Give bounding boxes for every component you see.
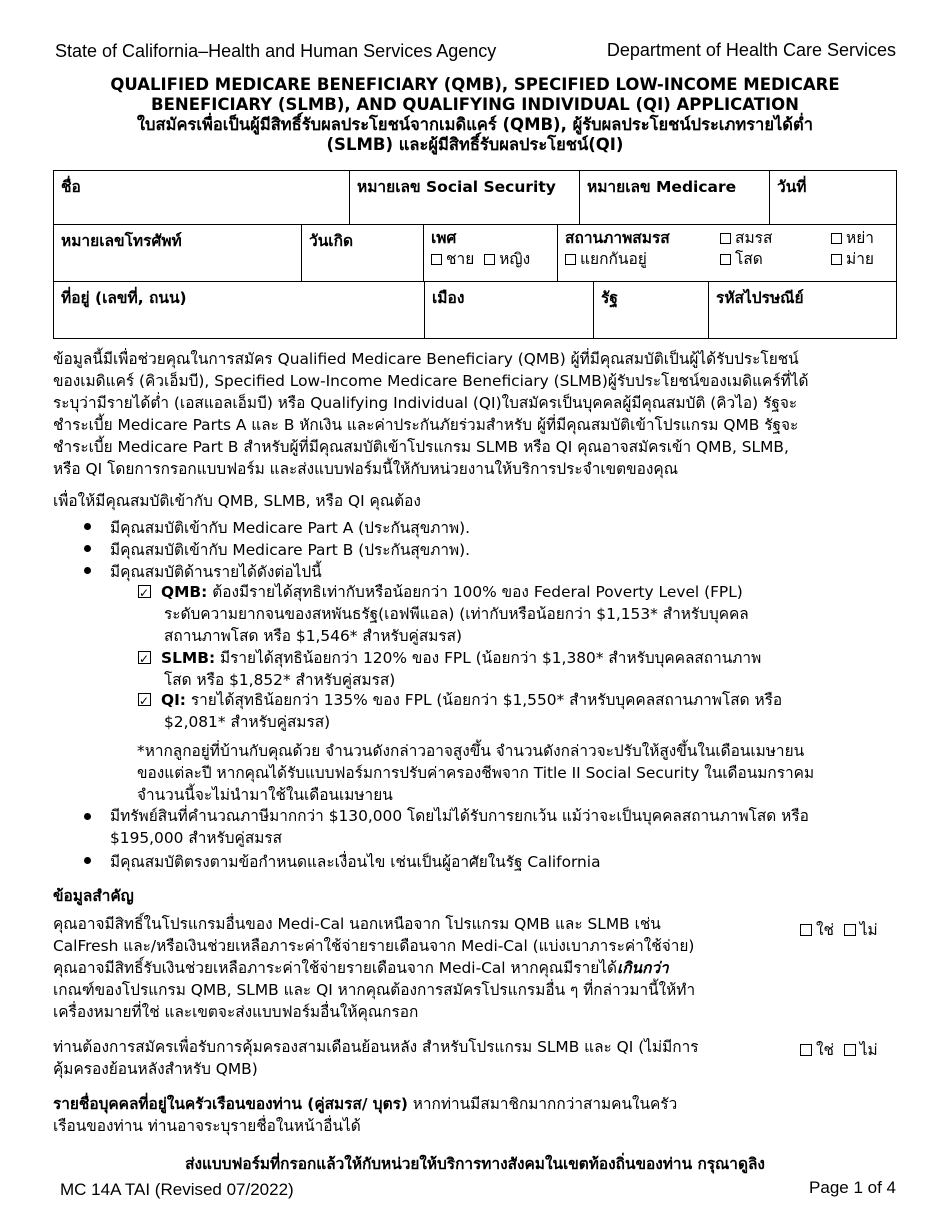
dob-field[interactable]: วันเกิด bbox=[302, 225, 424, 282]
bullet-icon bbox=[84, 523, 91, 530]
address-field[interactable]: ที่อยู่ (เลขที่, ถนน) bbox=[54, 282, 425, 339]
slmb-criteria: ✓SLMB: มีรายได้สุทธิน้อยกว่า 120% ของ FPL (น้อยกว่า $1,380* สำหรับบุคคลสถานภาพ โสด หรือ $1,852* สำหรับคู่สมรส) bbox=[138, 647, 761, 691]
household-members: รายชื่อบุคคลที่อยู่ในครัวเรือนของท่าน (คู่สมรส/ บุตร) หากท่านมีสมาชิกมากกว่าสามคนในครัว เรือนของท่าน ท่านอาจระบุรายชื่อในหน้าอื่นได้ bbox=[53, 1095, 678, 1135]
phone-field[interactable]: หมายเลขโทรศัพท์ bbox=[54, 225, 302, 282]
male-checkbox[interactable] bbox=[431, 254, 442, 265]
retroactive-question: ท่านต้องการสมัครเพื่อรับการคุ้มครองสามเดือนย้อนหลัง สำหรับโปรแกรม SLMB และ QI (ไม่มีการ คุ้มครองย้อนหลังสำหรับ QMB) bbox=[53, 1038, 699, 1078]
applicant-info-row-3 bbox=[53, 281, 897, 339]
submission-note: ส่งแบบฟอร์มที่กรอกแล้วให้กับหน่วยให้บริการทางสังคมในเขตท้องถิ่นของท่าน กรุณาดูลิง bbox=[185, 1155, 765, 1173]
divorced-checkbox[interactable] bbox=[831, 233, 842, 244]
page-number: Page 1 of 4 bbox=[809, 1178, 896, 1197]
bullet-icon bbox=[84, 813, 91, 820]
checked-box-icon bbox=[138, 651, 151, 664]
q2-yes-checkbox[interactable] bbox=[800, 1044, 812, 1056]
bullet-part-b: มีคุณสมบัติเข้ากับ Medicare Part B (ประกันสุขภาพ). bbox=[110, 541, 471, 559]
bullet-icon bbox=[84, 857, 91, 864]
checked-box-icon bbox=[138, 585, 151, 598]
single-checkbox[interactable] bbox=[720, 254, 731, 265]
footnote: *หากลูกอยู่ที่บ้านกับคุณด้วย จำนวนดังกล่าวอาจสูงขึ้น จำนวนดังกล่าวจะปรับให้สูงขึ้นในเดือนเมษายน ของแต่ละปี หากคุณได้รับแบบฟอร์มการปรับค่าครองชีพจาก Title II Social Security ในเดือนมกราคม จำนวนนี้จะไม่นำมาใช้ในเดือนเมษายน bbox=[137, 742, 815, 804]
intro-paragraph: ข้อมูลนี้มีเพื่อช่วยคุณในการสมัคร Qualified Medicare Beneficiary (QMB) ผู้ที่มีคุณสมบัติเป็นผู้ได้รับประโยชน์ ของเมดิแคร์ (คิวเอ็มบี), Specified Low-Income Medicare Beneficiary (SLMB)ผู้รับประโยชน์ของเมดิแคร์ที่ได้ ระบุว่ามีรายได้ต่ำ (เอสแอลเอ็มบี) หรือ Qualifying Individual (QI)ใบสมัครเป็นบุคคลผู้มีคุณสมบัติ (คิวไอ) รัฐจะ ชำระเบี้ย Medicare Parts A และ B หักเงิน และค่าประกันภัยร่วมสำหรับ ผู้ที่มีคุณสมบัติเข้าโปรแกรม QMB รัฐจะ ชำระเบี้ย Medicare Part B สำหรับผู้ที่มีคุณสมบัติเข้าโปรแกรม SLMB หรือ QI คุณอาจสมัครเข้า QMB, SLMB, หรือ QI โดยการกรอกแบบฟอร์ม และส่งแบบฟอร์มนี้ให้กับหน่วยงานให้บริการประจำเขตของคุณ bbox=[53, 350, 809, 478]
city-field[interactable]: เมือง bbox=[425, 282, 594, 339]
form-id: MC 14A TAI (Revised 07/2022) bbox=[60, 1180, 294, 1199]
q1-yes-checkbox[interactable] bbox=[800, 924, 812, 936]
sex-field: เพศ ชาย หญิง bbox=[424, 225, 558, 282]
form-title: QUALIFIED MEDICARE BENEFICIARY (QMB), SPECIFIED LOW-INCOME MEDICARE BENEFICIARY (SLMB), AND QUALIFYING INDIVIDUAL (QI) APPLICATION ใบสมัครเพื่อเป็นผู้มีสิทธิ์รับผลประโยชน์จากเมดิแคร์ (QMB), ผู้รับผลประโยชน์ประเภทรายได้ต่ำ (SLMB) และผู้มีสิทธิ์รับผลประโยชน์(QI) bbox=[110, 75, 840, 154]
q2-answer: ใช่ ไม่ bbox=[800, 1037, 878, 1062]
qmb-criteria: ✓QMB: ต้องมีรายได้สุทธิเท่ากับหรือน้อยกว่า 100% ของ Federal Poverty Level (FPL) ระดับความยากจนของสหพันธรัฐ(เอฟพีแอล) (เท่ากับหรือน้อยกว่า $1,153* สำหรับบุคคล สถานภาพโสด หรือ $1,546* สำหรับคู่สมรส) bbox=[138, 581, 749, 647]
separated-checkbox[interactable] bbox=[565, 254, 576, 265]
important-heading: ข้อมูลสำคัญ bbox=[53, 887, 134, 905]
other-programs-question: คุณอาจมีสิทธิ์ในโปรแกรมอื่นของ Medi-Cal นอกเหนือจาก โปรแกรม QMB และ SLMB เช่น CalFresh และ/หรือเงินช่วยเหลือภาระค่าใช้จ่ายรายเดือนจาก Medi-Cal (แบ่งเบาภาระค่าใช้จ่าย) คุณอาจมีสิทธิ์รับเงินช่วยเหลือภาระค่าใช้จ่ายรายเดือนจาก Medi-Cal หากคุณมีรายได้เกินกว่า เกณฑ์ของโปรแกรม QMB, SLMB และ QI หากคุณต้องการสมัครโปรแกรมอื่น ๆ ที่กล่าวมานี้ให้ทำ เครื่องหมายที่ใช่ และเขตจะส่งแบบฟอร์มอื่นให้คุณกรอก bbox=[53, 915, 696, 1021]
marital-status-field: สถานภาพสมรส แยกกันอยู่ สมรส โสด หย่า ม่าย bbox=[558, 225, 897, 282]
bullet-residency: มีคุณสมบัติตรงตามข้อกำหนดและเงื่อนไข เช่นเป็นผู้อาศัยในรัฐ California bbox=[110, 853, 601, 871]
female-checkbox[interactable] bbox=[484, 254, 495, 265]
agency-name: State of California–Health and Human Services Agency bbox=[55, 41, 497, 61]
bullet-assets: มีทรัพย์สินที่คำนวณภาษีมากกว่า $130,000 โดยไม่ได้รับการยกเว้น แม้ว่าจะเป็นบุคคลสถานภาพโสด หรือ $195,000 สำหรับคู่สมรส bbox=[110, 807, 809, 847]
checked-box-icon bbox=[138, 693, 151, 706]
bullet-icon bbox=[84, 545, 91, 552]
name-field[interactable]: ชื่อ bbox=[54, 171, 350, 225]
medicare-number-field[interactable]: หมายเลข Medicare bbox=[580, 171, 770, 225]
q2-no-checkbox[interactable] bbox=[844, 1044, 856, 1056]
qualify-intro: เพื่อให้มีคุณสมบัติเข้ากับ QMB, SLMB, หรือ QI คุณต้อง bbox=[53, 492, 421, 510]
applicant-info-row-1 bbox=[53, 170, 897, 225]
ssn-field[interactable]: หมายเลข Social Security bbox=[350, 171, 580, 225]
date-field[interactable]: วันที่ bbox=[770, 171, 897, 225]
married-checkbox[interactable] bbox=[720, 233, 731, 244]
bullet-part-a: มีคุณสมบัติเข้ากับ Medicare Part A (ประกันสุขภาพ). bbox=[110, 519, 471, 537]
applicant-info-row-2 bbox=[53, 224, 897, 282]
widowed-checkbox[interactable] bbox=[831, 254, 842, 265]
state-field[interactable]: รัฐ bbox=[594, 282, 709, 339]
q1-no-checkbox[interactable] bbox=[844, 924, 856, 936]
q1-answer: ใช่ ไม่ bbox=[800, 917, 878, 942]
bullet-income: มีคุณสมบัติด้านรายได้ดังต่อไปนี้ bbox=[110, 563, 322, 581]
bullet-icon bbox=[84, 567, 91, 574]
zip-field[interactable]: รหัสไปรษณีย์ bbox=[709, 282, 897, 339]
department-name: Department of Health Care Services bbox=[606, 40, 896, 60]
qi-criteria: ✓QI: รายได้สุทธิน้อยกว่า 135% ของ FPL (น้อยกว่า $1,550* สำหรับบุคคลสถานภาพโสด หรือ $2,081* สำหรับคู่สมรส) bbox=[138, 689, 782, 733]
